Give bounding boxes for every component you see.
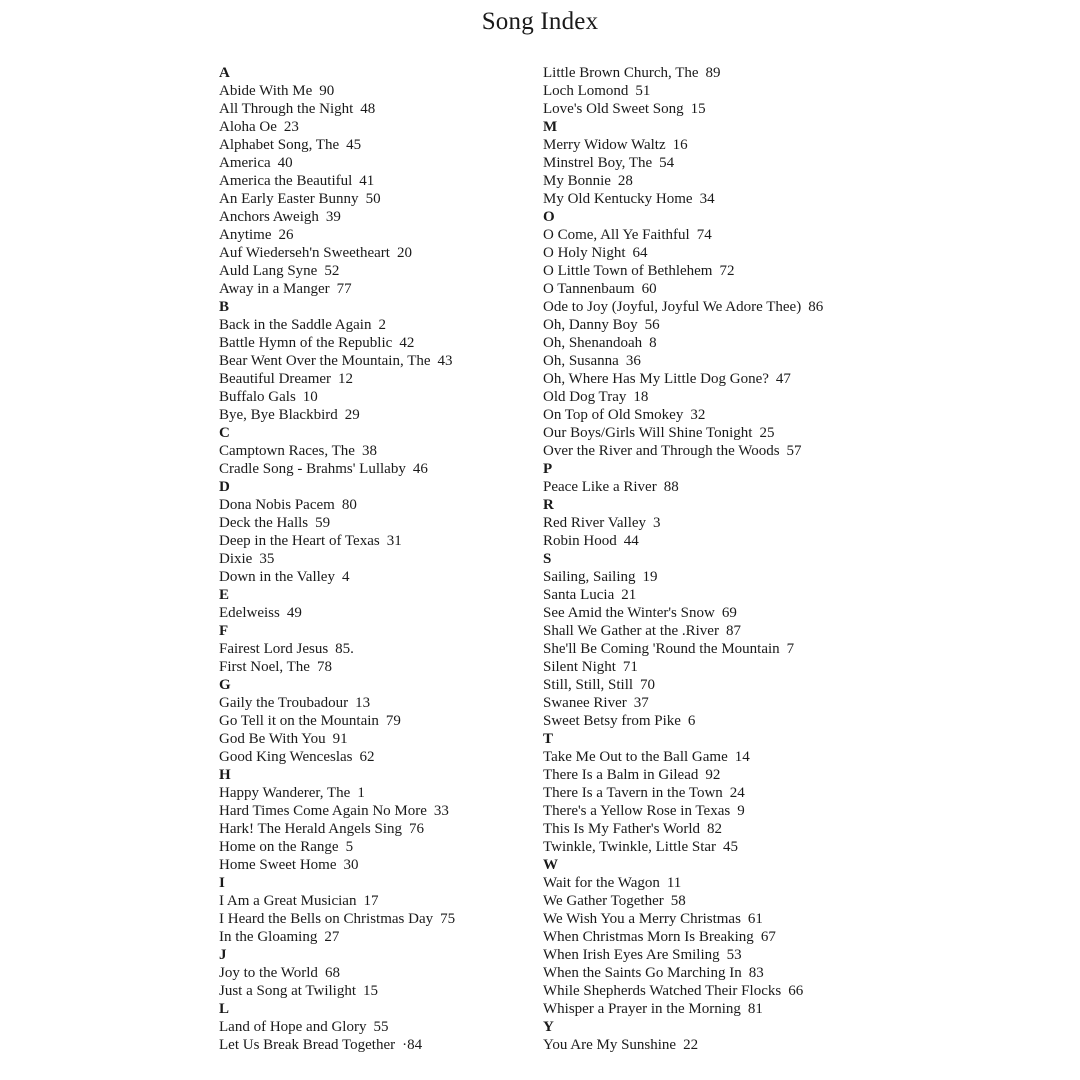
- section-letter: H: [219, 767, 231, 783]
- index-entry: [219, 856, 455, 874]
- page-number: 13: [355, 695, 371, 711]
- song-title: Auld Lang Syne: [219, 263, 318, 279]
- page-number: 85.: [335, 641, 354, 657]
- page-number: 64: [632, 245, 648, 261]
- page-number: 80: [341, 497, 357, 513]
- song-title: You Are My Sunshine: [543, 1037, 677, 1053]
- index-entry: [543, 766, 823, 784]
- index-entry: [219, 928, 455, 946]
- page-number: 25: [759, 425, 775, 441]
- page-number: 61: [747, 911, 763, 927]
- index-entry: [543, 946, 823, 964]
- section-letter: E: [219, 587, 230, 603]
- page-number: 54: [659, 155, 675, 171]
- song-title: Aloha Oe: [219, 119, 277, 135]
- song-title: O Come, All Ye Faithful: [543, 227, 690, 243]
- index-entry: [219, 964, 455, 982]
- song-title: Love's Old Sweet Song: [543, 101, 684, 117]
- song-title: Bye, Bye Blackbird: [219, 407, 338, 423]
- page-number: 75: [440, 911, 456, 927]
- index-entry: [219, 226, 455, 244]
- song-title: We Gather Together: [543, 893, 664, 909]
- page-number: 30: [343, 857, 359, 873]
- song-title: Whisper a Prayer in the Morning: [543, 1001, 741, 1017]
- page-number: 20: [396, 245, 412, 261]
- song-title: Sweet Betsy from Pike: [543, 713, 681, 729]
- page-number: 3: [653, 515, 661, 531]
- index-entry: [219, 1018, 455, 1036]
- index-entry: [219, 730, 455, 748]
- index-entry: [219, 208, 455, 226]
- index-entry: [543, 406, 823, 424]
- page-number: 8: [649, 335, 657, 351]
- song-title: O Tannenbaum: [543, 281, 635, 297]
- page-number: 23: [283, 119, 299, 135]
- song-title: On Top of Old Smokey: [543, 407, 684, 423]
- page-number: 45: [346, 137, 362, 153]
- page-number: 76: [409, 821, 425, 837]
- index-entry: [219, 694, 455, 712]
- index-entry: [543, 874, 823, 892]
- page-number: 62: [359, 749, 375, 765]
- page-number: 71: [622, 659, 638, 675]
- page-number: 41: [359, 173, 375, 189]
- index-entry: [219, 712, 455, 730]
- index-entry: [219, 370, 455, 388]
- index-entry: [219, 118, 455, 136]
- page-number: ·84: [402, 1037, 423, 1053]
- index-entry: [543, 694, 823, 712]
- index-entry: [543, 982, 823, 1000]
- song-title: Hark! The Herald Angels Sing: [219, 821, 403, 837]
- page-number: 70: [640, 677, 656, 693]
- page-number: 43: [437, 353, 453, 369]
- song-title: There Is a Tavern in the Town: [543, 785, 723, 801]
- song-title: This Is My Father's World: [543, 821, 701, 837]
- index-entry: [219, 154, 455, 172]
- index-entry: [219, 136, 455, 154]
- section-letter: W: [543, 857, 558, 873]
- song-title: Shall We Gather at the .River: [543, 623, 719, 639]
- index-entry: [219, 262, 455, 280]
- page-number: 57: [786, 443, 802, 459]
- song-title: Down in the Valley: [219, 569, 335, 585]
- index-entry: [543, 82, 823, 100]
- page-number: 2: [378, 317, 386, 333]
- index-entry: [543, 712, 823, 730]
- song-title: Sailing, Sailing: [543, 569, 636, 585]
- song-title: An Early Easter Bunny: [219, 191, 359, 207]
- song-title: While Shepherds Watched Their Flocks: [543, 983, 782, 999]
- index-entry: [543, 820, 823, 838]
- page-number: 14: [734, 749, 750, 765]
- index-entry: [543, 262, 823, 280]
- page-number: 50: [365, 191, 381, 207]
- index-entry: [219, 604, 455, 622]
- page-number: 87: [725, 623, 741, 639]
- section-letter: T: [543, 731, 554, 747]
- page-number: 6: [687, 713, 696, 729]
- page-number: 36: [625, 353, 641, 369]
- index-entry: [543, 190, 823, 208]
- song-title: Cradle Song - Brahms' Lullaby: [219, 461, 406, 477]
- page-number: 72: [719, 263, 735, 279]
- section-letter: Y: [543, 1019, 554, 1035]
- song-title: America: [219, 155, 271, 171]
- index-entry: [219, 406, 455, 424]
- page-number: 5: [345, 839, 354, 855]
- index-entry: [543, 352, 823, 370]
- index-entry: [543, 658, 823, 676]
- song-title: Away in a Manger: [219, 281, 330, 297]
- song-title: Twinkle, Twinkle, Little Star: [543, 839, 717, 855]
- song-title: Home on the Range: [219, 839, 339, 855]
- song-title: Loch Lomond: [543, 83, 629, 99]
- page-number: 53: [726, 947, 742, 963]
- song-title: Anytime: [219, 227, 272, 243]
- song-title: Peace Like a River: [543, 479, 657, 495]
- page-number: 67: [760, 929, 776, 945]
- page-number: 9: [737, 803, 745, 819]
- page-number: 68: [324, 965, 340, 981]
- index-entry: [543, 316, 823, 334]
- section-letter: A: [219, 65, 230, 81]
- index-entry: [543, 172, 823, 190]
- section-letter: D: [219, 479, 230, 495]
- index-entry: [543, 964, 823, 982]
- song-title: Gaily the Troubadour: [219, 695, 349, 711]
- song-title: America the Beautiful: [219, 173, 353, 189]
- song-title: Our Boys/Girls Will Shine Tonight: [543, 425, 753, 441]
- index-entry: [219, 982, 455, 1000]
- page-number: 21: [621, 587, 637, 603]
- page-number: 44: [623, 533, 639, 549]
- page-number: 15: [690, 101, 706, 117]
- song-title: Still, Still, Still: [543, 677, 634, 693]
- page-number: 37: [633, 695, 649, 711]
- song-title: Oh, Shenandoah: [543, 335, 643, 351]
- song-title: She'll Be Coming 'Round the Mountain: [543, 641, 780, 657]
- page-number: 29: [344, 407, 360, 423]
- section-letter: F: [219, 623, 229, 639]
- index-entry: [543, 478, 823, 496]
- section-letter: M: [543, 119, 558, 135]
- page-number: 79: [385, 713, 401, 729]
- song-title: Back in the Saddle Again: [219, 317, 372, 333]
- index-column-right: [543, 64, 823, 1054]
- page-number: 16: [672, 137, 688, 153]
- section-letter: P: [543, 461, 553, 477]
- index-entry: [543, 748, 823, 766]
- index-entry: [543, 388, 823, 406]
- section-letter: J: [219, 947, 227, 963]
- song-title: Merry Widow Waltz: [543, 137, 666, 153]
- song-title: Minstrel Boy, The: [543, 155, 653, 171]
- song-title: When Irish Eyes Are Smiling: [543, 947, 720, 963]
- song-title: Good King Wenceslas: [219, 749, 353, 765]
- page-number: 4: [341, 569, 350, 585]
- index-entry: [219, 910, 455, 928]
- song-title: Alphabet Song, The: [219, 137, 340, 153]
- song-title: Deep in the Heart of Texas: [219, 533, 380, 549]
- page-number: 1: [357, 785, 365, 801]
- index-entry: [219, 496, 455, 514]
- page-number: 91: [332, 731, 348, 747]
- index-entry: [543, 802, 823, 820]
- index-entry: [543, 154, 823, 172]
- song-title: All Through the Night: [219, 101, 354, 117]
- section-letter: L: [219, 1001, 230, 1017]
- song-title: God Be With You: [219, 731, 326, 747]
- index-entry: [543, 370, 823, 388]
- index-entry: [219, 568, 455, 586]
- index-entry: [219, 442, 455, 460]
- song-title: In the Gloaming: [219, 929, 318, 945]
- song-title: There's a Yellow Rose in Texas: [543, 803, 731, 819]
- song-title: Ode to Joy (Joyful, Joyful We Adore Thee): [543, 299, 802, 315]
- song-title: Abide With Me: [219, 83, 313, 99]
- song-title: Happy Wanderer, The: [219, 785, 351, 801]
- page-number: 39: [325, 209, 341, 225]
- page-number: 35: [259, 551, 275, 567]
- page-number: 86: [808, 299, 824, 315]
- index-entry: [219, 784, 455, 802]
- song-title: Auf Wiederseh'n Sweetheart: [219, 245, 390, 261]
- index-column-left: [219, 64, 455, 1054]
- song-title: Wait for the Wagon: [543, 875, 660, 891]
- song-title: Oh, Susanna: [543, 353, 619, 369]
- index-entry: [543, 64, 823, 82]
- index-entry: [219, 352, 455, 370]
- page-number: 38: [361, 443, 377, 459]
- index-entry: [219, 316, 455, 334]
- index-entry: [219, 82, 455, 100]
- page-number: 89: [705, 65, 721, 81]
- page-number: 18: [633, 389, 649, 405]
- page-number: 78: [316, 659, 332, 675]
- page-number: 12: [338, 371, 354, 387]
- song-title: Fairest Lord Jesus: [219, 641, 329, 657]
- index-entry: [543, 928, 823, 946]
- song-title: Edelweiss: [219, 605, 280, 621]
- index-entry: [219, 1036, 455, 1054]
- page-number: 40: [277, 155, 293, 171]
- page-number: 24: [729, 785, 745, 801]
- song-title: Dixie: [219, 551, 253, 567]
- index-entry: [543, 640, 823, 658]
- page-number: 56: [644, 317, 660, 333]
- page-number: 60: [641, 281, 657, 297]
- index-entry: [543, 280, 823, 298]
- page-number: 88: [663, 479, 679, 495]
- page-number: 42: [399, 335, 415, 351]
- page-number: 74: [696, 227, 712, 243]
- index-entry: [219, 244, 455, 262]
- song-title: There Is a Balm in Gilead: [543, 767, 699, 783]
- song-title: I Am a Great Musician: [219, 893, 357, 909]
- index-entry: [219, 802, 455, 820]
- page-number: 55: [373, 1019, 389, 1035]
- index-entry: [219, 280, 455, 298]
- index-entry: [219, 532, 455, 550]
- index-entry: [219, 550, 455, 568]
- index-entry: [543, 424, 823, 442]
- song-title: Land of Hope and Glory: [219, 1019, 367, 1035]
- index-entry: [543, 838, 823, 856]
- index-entry: [219, 460, 455, 478]
- song-title: Oh, Where Has My Little Dog Gone?: [543, 371, 769, 387]
- page-number: 77: [336, 281, 352, 297]
- page-number: 19: [642, 569, 658, 585]
- song-title: Hard Times Come Again No More: [219, 803, 427, 819]
- song-title: O Holy Night: [543, 245, 626, 261]
- index-entry: [543, 1000, 823, 1018]
- index-entry: [543, 622, 823, 640]
- index-entry: [219, 334, 455, 352]
- page-number: 81: [747, 1001, 763, 1017]
- song-title: Just a Song at Twilight: [219, 983, 357, 999]
- song-title: See Amid the Winter's Snow: [543, 605, 715, 621]
- page-number: 49: [286, 605, 302, 621]
- page-number: 26: [278, 227, 294, 243]
- index-entry: [219, 748, 455, 766]
- page-number: 17: [363, 893, 379, 909]
- page-number: 45: [723, 839, 739, 855]
- page-number: 34: [699, 191, 715, 207]
- song-title: We Wish You a Merry Christmas: [543, 911, 741, 927]
- page-number: 28: [617, 173, 633, 189]
- song-title: When Christmas Morn Is Breaking: [543, 929, 754, 945]
- index-entry: [543, 586, 823, 604]
- page-number: 52: [324, 263, 340, 279]
- index-entry: [219, 100, 455, 118]
- song-title: Deck the Halls: [219, 515, 309, 531]
- index-entry: [543, 100, 823, 118]
- page-number: 33: [433, 803, 449, 819]
- song-title: Santa Lucia: [543, 587, 615, 603]
- index-entry: [543, 676, 823, 694]
- index-entry: [219, 820, 455, 838]
- song-title: First Noel, The: [219, 659, 310, 675]
- song-title: Dona Nobis Pacem: [219, 497, 335, 513]
- page-number: 7: [786, 641, 795, 657]
- page-number: 22: [683, 1037, 699, 1053]
- song-title: Oh, Danny Boy: [543, 317, 638, 333]
- song-title: Beautiful Dreamer: [219, 371, 332, 387]
- song-title: Bear Went Over the Mountain, The: [219, 353, 431, 369]
- section-letter: C: [219, 425, 230, 441]
- section-letter: S: [543, 551, 552, 567]
- page-number: 59: [315, 515, 331, 531]
- song-title: Robin Hood: [543, 533, 617, 549]
- section-letter: R: [543, 497, 554, 513]
- page-number: 15: [363, 983, 379, 999]
- song-title: Let Us Break Bread Together: [219, 1037, 396, 1053]
- page-number: 10: [302, 389, 318, 405]
- index-entry: [219, 658, 455, 676]
- page-number: 48: [360, 101, 376, 117]
- song-title: My Old Kentucky Home: [543, 191, 693, 207]
- index-entry: [219, 388, 455, 406]
- page-number: 47: [775, 371, 791, 387]
- song-title: Joy to the World: [219, 965, 318, 981]
- index-entry: [543, 136, 823, 154]
- index-entry: [543, 910, 823, 928]
- page-number: 58: [670, 893, 686, 909]
- song-title: Old Dog Tray: [543, 389, 627, 405]
- song-title: Take Me Out to the Ball Game: [543, 749, 728, 765]
- index-entry: [543, 1036, 823, 1054]
- song-title: O Little Town of Bethlehem: [543, 263, 713, 279]
- song-title: Anchors Aweigh: [219, 209, 319, 225]
- index-entry: [219, 640, 455, 658]
- page-number: 51: [635, 83, 651, 99]
- page-number: 32: [690, 407, 706, 423]
- page-number: 46: [412, 461, 428, 477]
- index-entry: [219, 892, 455, 910]
- page-number: 69: [721, 605, 737, 621]
- page-number: 11: [666, 875, 682, 891]
- song-title: Over the River and Through the Woods: [543, 443, 780, 459]
- section-letter: G: [219, 677, 231, 693]
- page-number: 83: [748, 965, 764, 981]
- page-number: 92: [705, 767, 721, 783]
- index-entry: [543, 514, 823, 532]
- index-entry: [543, 604, 823, 622]
- page-number: 82: [707, 821, 723, 837]
- index-entry: [543, 244, 823, 262]
- song-title: Go Tell it on the Mountain: [219, 713, 379, 729]
- song-title: I Heard the Bells on Christmas Day: [219, 911, 434, 927]
- song-title: Little Brown Church, The: [543, 65, 699, 81]
- song-title: Buffalo Gals: [219, 389, 296, 405]
- song-title: Swanee River: [543, 695, 627, 711]
- section-letter: O: [543, 209, 555, 225]
- index-entry: [543, 298, 823, 316]
- song-title: Red River Valley: [543, 515, 647, 531]
- song-title: My Bonnie: [543, 173, 611, 189]
- page-number: 66: [788, 983, 804, 999]
- index-entry: [543, 226, 823, 244]
- index-entry: [543, 784, 823, 802]
- index-entry: [543, 892, 823, 910]
- song-title: Home Sweet Home: [219, 857, 337, 873]
- index-entry: [543, 334, 823, 352]
- song-title: Camptown Races, The: [219, 443, 355, 459]
- index-entry: [543, 532, 823, 550]
- page-number: 90: [319, 83, 335, 99]
- index-entry: [543, 442, 823, 460]
- section-letter: I: [219, 875, 225, 891]
- song-title: When the Saints Go Marching In: [543, 965, 742, 981]
- index-entry: [219, 172, 455, 190]
- index-entry: [219, 190, 455, 208]
- index-entry: [543, 568, 823, 586]
- page-number: 31: [386, 533, 402, 549]
- index-entry: [219, 838, 455, 856]
- index-entry: [219, 514, 455, 532]
- page-number: 27: [324, 929, 340, 945]
- section-letter: B: [219, 299, 230, 315]
- page-title: Song Index: [481, 8, 599, 35]
- song-title: Silent Night: [543, 659, 616, 675]
- song-title: Battle Hymn of the Republic: [219, 335, 393, 351]
